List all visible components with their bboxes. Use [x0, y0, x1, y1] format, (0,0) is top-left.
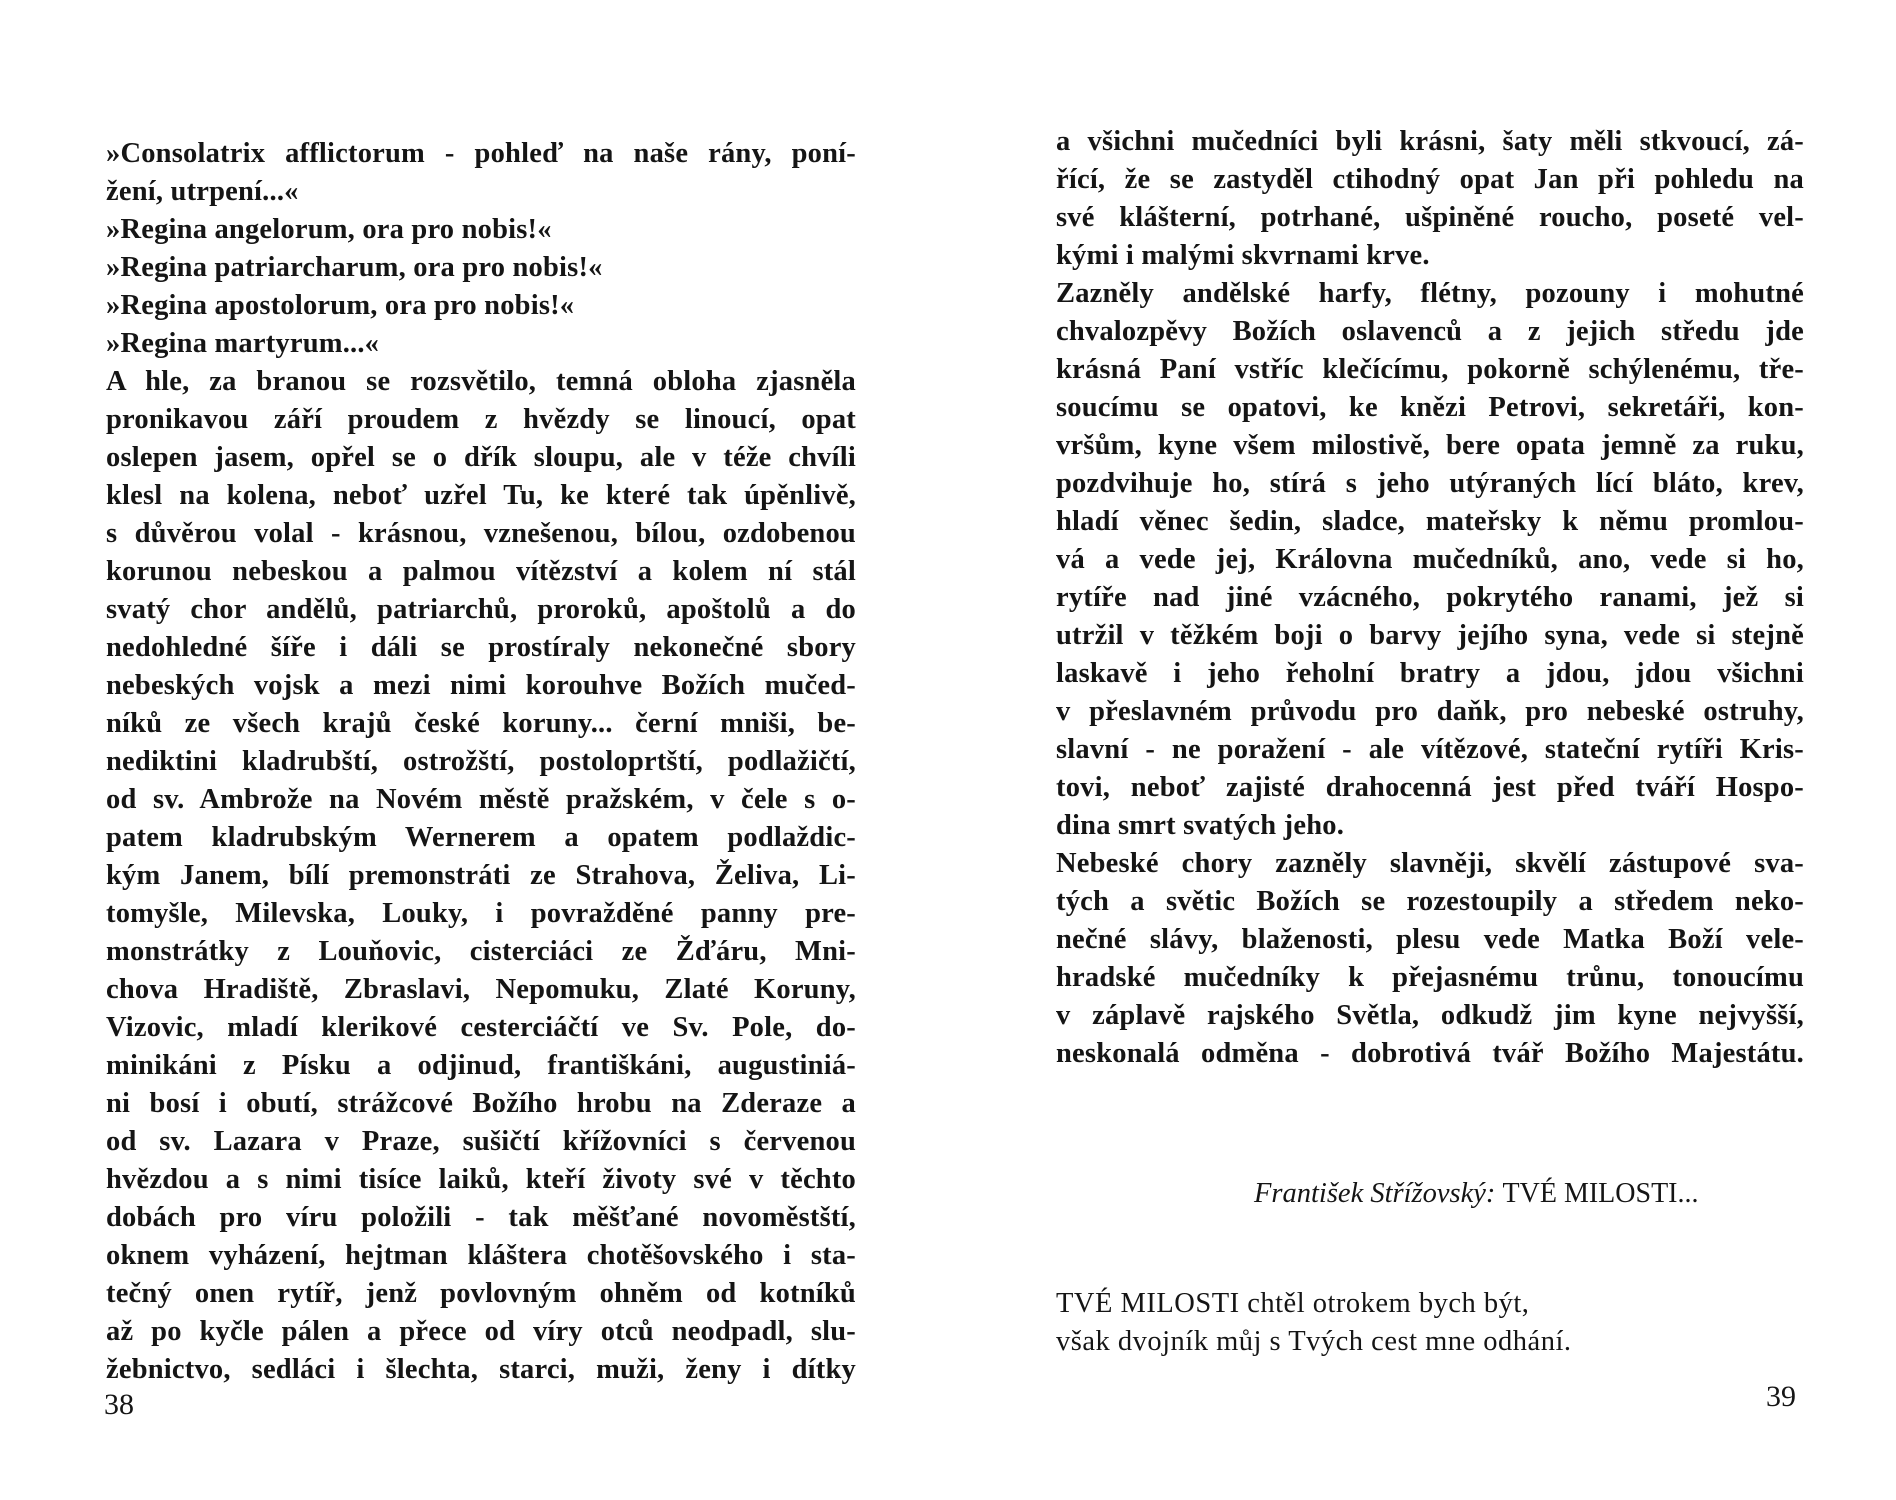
page-number: 38	[104, 1388, 134, 1421]
text-line: kými i malými skvrnami krve.	[1056, 240, 1430, 271]
text-line: slavní - ne poražení - ale vítězové, stateční rytíři Kris-	[1056, 734, 1804, 765]
page-number: 39	[1766, 1380, 1796, 1413]
poem-line: však dvojník můj s Tvých cest mne odhání.	[1056, 1326, 1572, 1357]
text-line: rytíře nad jiné vzácného, pokrytého ranami, jež si	[1056, 582, 1804, 613]
text-line: chvalozpěvy Božích oslavenců a z jejich středu jde	[1056, 316, 1804, 347]
text-line: neskonalá odměna - dobrotivá tvář Božího Majestátu.	[1056, 1038, 1804, 1069]
text-line: v záplavě rajského Světla, odkudž jim kyne nejvyšší,	[1056, 1000, 1804, 1031]
text-line: hladí věnec šedin, sladce, mateřsky k němu promlou-	[1056, 506, 1804, 537]
text-line: Vizovic, mladí klerikové cesterciáčtí ve Sv. Pole, do-	[106, 1012, 856, 1043]
text-line: řící, že se zastyděl ctihodný opat Jan při pohledu na	[1056, 164, 1804, 195]
text-line: pronikavou září proudem z hvězdy se linoucí, opat	[106, 404, 856, 435]
text-line: s důvěrou volal - krásnou, vznešenou, bílou, ozdobenou	[106, 518, 856, 549]
text-line: minikáni z Písku a odjinud, františkáni, augustiniá-	[106, 1050, 856, 1081]
text-line: níků ze všech krajů české koruny... černí mniši, be-	[106, 708, 856, 739]
text-line: od sv. Lazara v Praze, sušičtí křížovníci s červenou	[106, 1126, 856, 1157]
poem-line: TVÉ MILOSTI chtěl otrokem bych být,	[1056, 1288, 1530, 1319]
text-line: žení, utrpení...«	[106, 176, 299, 207]
author-name: František Střížovský:	[1254, 1178, 1496, 1209]
text-line: dobách pro víru položili - tak měšťané novoměstští,	[106, 1202, 856, 1233]
text-line: laskavě i jeho řeholní bratry a jdou, jdou všichni	[1056, 658, 1804, 689]
text-line: vršům, kyne všem milostivě, bere opata jemně za ruku,	[1056, 430, 1804, 461]
text-line: »Regina angelorum, ora pro nobis!«	[106, 214, 552, 245]
poem-title: TVÉ MILOSTI...	[1502, 1178, 1699, 1209]
text-line: nediktini kladrubští, ostrožští, postoloprtští, podlažičtí,	[106, 746, 856, 777]
text-line: »Regina martyrum...«	[106, 328, 380, 359]
poem-heading	[1254, 1174, 1699, 1214]
right-page	[948, 0, 1896, 1500]
text-line: hradské mučedníky k přejasnému trůnu, tonoucímu	[1056, 962, 1804, 993]
text-line: v přeslavném průvodu pro daňk, pro nebeské ostruhy,	[1056, 696, 1804, 727]
text-line: kým Janem, bílí premonstráti ze Strahova, Želiva, Li-	[106, 860, 856, 891]
text-line: hvězdou a s nimi tisíce laiků, kteří životy své v těchto	[106, 1164, 856, 1195]
text-line: nečné slávy, blaženosti, plesu vede Matka Boží vele-	[1056, 924, 1804, 955]
text-line: žebnictvo, sedláci i šlechta, starci, muži, ženy i dítky	[106, 1354, 856, 1385]
text-line: korunou nebeskou a palmou vítězství a kolem ní stál	[106, 556, 856, 587]
text-line: své klášterní, potrhané, ušpiněné roucho, poseté vel-	[1056, 202, 1804, 233]
text-line: patem kladrubským Wernerem a opatem podlaždic-	[106, 822, 856, 853]
text-line: krásná Paní vstříc klečícímu, pokorně schýlenému, tře-	[1056, 354, 1804, 385]
text-line: a všichni mučedníci byli krásni, šaty měli stkvoucí, zá-	[1056, 126, 1804, 157]
text-line: tovi, neboť zajisté drahocenná jest před tváří Hospo-	[1056, 772, 1804, 803]
text-line: dina smrt svatých jeho.	[1056, 810, 1345, 841]
text-line: tečný onen rytíř, jenž povlovným ohněm od kotníků	[106, 1278, 856, 1309]
text-line: oslepen jasem, opřel se o dřík sloupu, ale v téže chvíli	[106, 442, 856, 473]
text-line: pozdvihuje ho, stírá s jeho utýraných lící bláto, krev,	[1056, 468, 1804, 499]
text-line: utržil v těžkém boji o barvy jejího syna, vede si stejně	[1056, 620, 1804, 651]
text-line: ni bosí i obutí, strážcové Božího hrobu na Zderaze a	[106, 1088, 856, 1119]
text-line: »Regina patriarcharum, ora pro nobis!«	[106, 252, 603, 283]
text-line: svatý chor andělů, patriarchů, proroků, apoštolů a do	[106, 594, 856, 625]
text-line: monstrátky z Louňovic, cisterciáci ze Žďáru, Mni-	[106, 936, 856, 967]
text-line: tomyšle, Milevska, Louky, i povražděné panny pre-	[106, 898, 856, 929]
text-line: Zazněly andělské harfy, flétny, pozouny i mohutné	[1056, 278, 1804, 309]
text-line: soucímu se opatovi, ke knězi Petrovi, sekretáři, kon-	[1056, 392, 1804, 423]
text-line: vá a vede jej, Královna mučedníků, ano, vede si ho,	[1056, 544, 1804, 575]
text-line: chova Hradiště, Zbraslavi, Nepomuku, Zlaté Koruny,	[106, 974, 856, 1005]
text-line: Nebeské chory zazněly slavněji, skvělí zástupové sva-	[1056, 848, 1804, 879]
text-line: nedohledné šíře i dáli se prostíraly nekonečné sbory	[106, 632, 856, 663]
text-line: »Regina apostolorum, ora pro nobis!«	[106, 290, 575, 321]
text-line: nebeských vojsk a mezi nimi korouhve Božích mučed-	[106, 670, 856, 701]
text-line: A hle, za branou se rozsvětilo, temná obloha zjasněla	[106, 366, 856, 397]
text-line: oknem vyházení, hejtman kláštera chotěšovského i sta-	[106, 1240, 856, 1271]
text-line: »Consolatrix afflictorum - pohleď na naše rány, poní-	[106, 138, 856, 169]
text-line: klesl na kolena, neboť uzřel Tu, ke které tak úpěnlivě,	[106, 480, 856, 511]
text-line: až po kyčle pálen a přece od víry otců neodpadl, slu-	[106, 1316, 856, 1347]
text-line: od sv. Ambrože na Novém městě pražském, v čele s o-	[106, 784, 856, 815]
text-line: tých a světic Božích se rozestoupily a středem neko-	[1056, 886, 1804, 917]
